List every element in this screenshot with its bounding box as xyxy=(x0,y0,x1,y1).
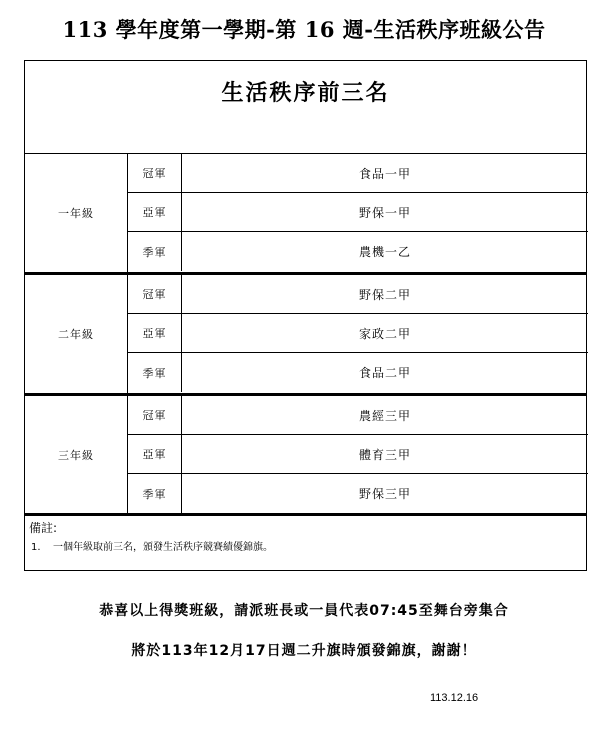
table-row xyxy=(128,474,588,513)
date-stamp: 113.12.16 xyxy=(430,692,479,704)
page-title: 113 學年度第一學期-第 16 週-生活秩序班級公告 xyxy=(62,17,546,42)
grade-block-3 xyxy=(25,393,586,514)
notes-section xyxy=(25,513,586,570)
grade-block-1 xyxy=(25,154,586,272)
class-cell: 食品二甲 xyxy=(358,366,411,380)
table-row xyxy=(128,314,588,353)
table-row xyxy=(128,353,588,392)
grade-label: 二年級 xyxy=(25,275,128,393)
table-row xyxy=(128,396,588,435)
grade-block-2 xyxy=(25,272,586,393)
class-cell: 家政二甲 xyxy=(358,326,411,341)
rank-cell: 冠軍 xyxy=(128,154,182,192)
table-row xyxy=(128,232,588,271)
notes-item-text: 一個年級取前三名，頒發生活秩序競賽績優錦旗。 xyxy=(53,542,273,553)
notes-label: 備註: xyxy=(29,521,58,535)
congrats-message: 恭喜以上得獎班級，請派班長或一員代表07:45至舞台旁集合 xyxy=(99,603,509,619)
table-heading xyxy=(25,61,586,154)
rank-cell: 亞軍 xyxy=(128,314,182,352)
class-cell: 野保二甲 xyxy=(358,287,411,302)
notes-item-number: 1. xyxy=(31,542,41,553)
rank-cell: 冠軍 xyxy=(128,396,182,434)
grade-label: 三年級 xyxy=(25,396,128,514)
rank-cell: 亞軍 xyxy=(128,435,182,473)
table-row xyxy=(128,275,588,314)
notes-item xyxy=(31,538,273,553)
table-heading-text: 生活秩序前三名 xyxy=(221,80,390,106)
rank-cell: 季軍 xyxy=(128,474,182,513)
class-cell: 野保一甲 xyxy=(358,205,411,220)
grade-label: 一年級 xyxy=(25,154,128,272)
class-cell: 農經三甲 xyxy=(358,408,411,423)
class-cell: 農機一乙 xyxy=(358,245,411,259)
class-cell: 食品一甲 xyxy=(358,166,411,181)
table-row xyxy=(128,435,588,474)
table-row xyxy=(128,193,588,232)
table-row xyxy=(128,154,588,193)
class-cell: 體育三甲 xyxy=(358,447,411,462)
rank-cell: 季軍 xyxy=(128,232,182,271)
rank-cell: 季軍 xyxy=(128,353,182,392)
rank-cell: 亞軍 xyxy=(128,193,182,231)
rank-cell: 冠軍 xyxy=(128,275,182,313)
class-cell: 野保三甲 xyxy=(358,487,411,501)
ranking-table xyxy=(24,60,587,571)
ceremony-message: 將於113年12月17日週二升旗時頒發錦旗，謝謝！ xyxy=(131,643,477,659)
